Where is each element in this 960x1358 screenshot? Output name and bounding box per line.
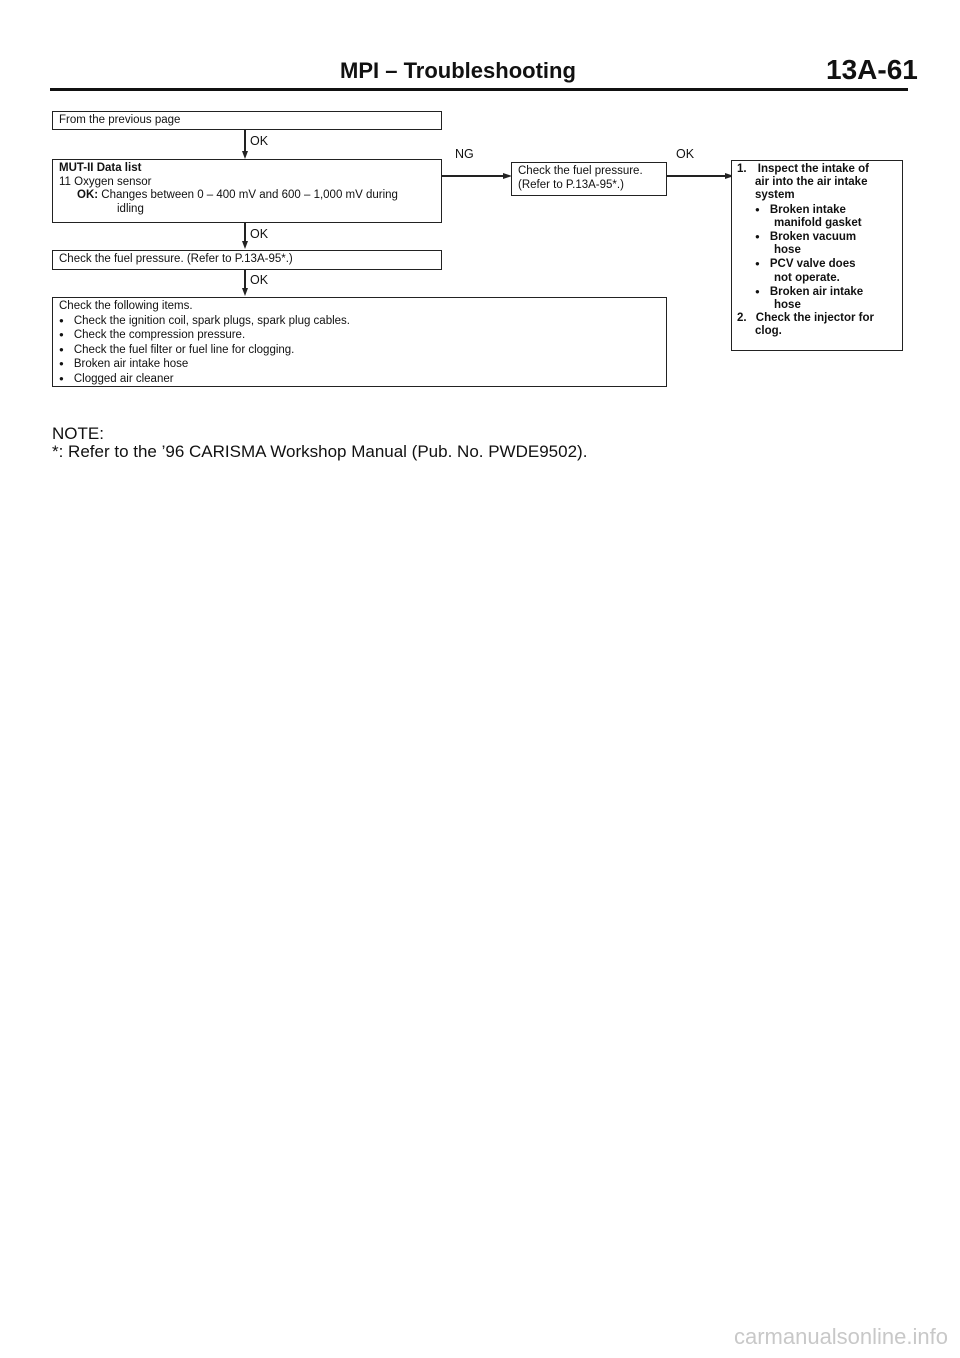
mut-ok-line1: Changes between 0 – 400 mV and 600 – 1,000 mV during <box>101 189 398 201</box>
header-rule <box>50 88 908 91</box>
list-item: ● Check the fuel filter or fuel line for clogging. <box>59 343 660 358</box>
from-previous-text: From the previous page <box>59 114 181 126</box>
list-item: ● Broken air intake hose <box>59 357 660 372</box>
ok-label: OK <box>676 147 695 161</box>
connector-line <box>244 223 246 242</box>
mut-ok-line2: idling <box>117 202 144 215</box>
list-item: ● Broken intake <box>737 203 897 217</box>
ok-prefix: OK: <box>77 189 99 201</box>
check-items-box <box>52 297 667 387</box>
mut-data-box <box>52 159 442 223</box>
ok-label: OK <box>250 227 269 241</box>
arrow-down-icon <box>242 288 248 296</box>
page-number: 13A-61 <box>826 54 918 85</box>
step1-line1: Inspect the intake of <box>757 163 869 175</box>
list-item-cont: hose <box>774 299 801 312</box>
from-previous-box <box>52 111 442 130</box>
arrow-down-icon <box>242 241 248 249</box>
fuel-pressure-text: Check the fuel pressure. (Refer to P.13A-95*.) <box>59 253 293 265</box>
ng-box-line2: (Refer to P.13A-95*.) <box>518 178 624 191</box>
mut-title: MUT-II Data list <box>59 162 142 174</box>
ng-label: NG <box>455 147 474 161</box>
list-item: ● Check the compression pressure. <box>59 328 660 343</box>
ng-box-line1: Check the fuel pressure. <box>518 165 643 177</box>
note-title: NOTE: <box>52 424 104 443</box>
page-title: MPI – Troubleshooting <box>340 58 576 83</box>
connector-line <box>244 130 246 152</box>
note-text: *: Refer to the ’96 CARISMA Workshop Manual (Pub. No. PWDE9502). <box>52 442 588 461</box>
step2-line2: clog. <box>755 325 782 338</box>
list-item: ● Broken vacuum <box>737 230 897 244</box>
watermark-text: carmanualsonline.info <box>733 1324 948 1349</box>
ng-connector <box>442 175 504 177</box>
list-item-cont: manifold gasket <box>774 216 862 229</box>
list-item-cont: hose <box>774 244 801 257</box>
ok-label: OK <box>250 134 269 148</box>
step1-number: 1. <box>737 163 747 175</box>
list-item: ● Clogged air cleaner <box>59 372 660 387</box>
list-item: ● Broken air intake <box>737 285 897 299</box>
arrow-down-icon <box>242 151 248 159</box>
inspect-intake-box <box>731 160 903 351</box>
ok-label: OK <box>250 273 269 287</box>
connector-line <box>244 270 246 289</box>
items-heading: Check the following items. <box>59 300 193 312</box>
ng-fuel-pressure-box <box>511 162 667 196</box>
step1-line2: air into the air intake <box>755 176 868 189</box>
step2-number: 2. <box>737 312 747 325</box>
mut-item: 11 Oxygen sensor <box>59 175 152 188</box>
ok-connector <box>667 175 726 177</box>
step1-line3: system <box>755 189 795 202</box>
list-item-cont: not operate. <box>774 271 840 284</box>
list-item: ● PCV valve does <box>737 257 897 271</box>
list-item: ● Check the ignition coil, spark plugs, spark plug cables. <box>59 314 660 329</box>
fuel-pressure-box <box>52 250 442 270</box>
step2-line1: Check the injector for <box>755 312 875 325</box>
